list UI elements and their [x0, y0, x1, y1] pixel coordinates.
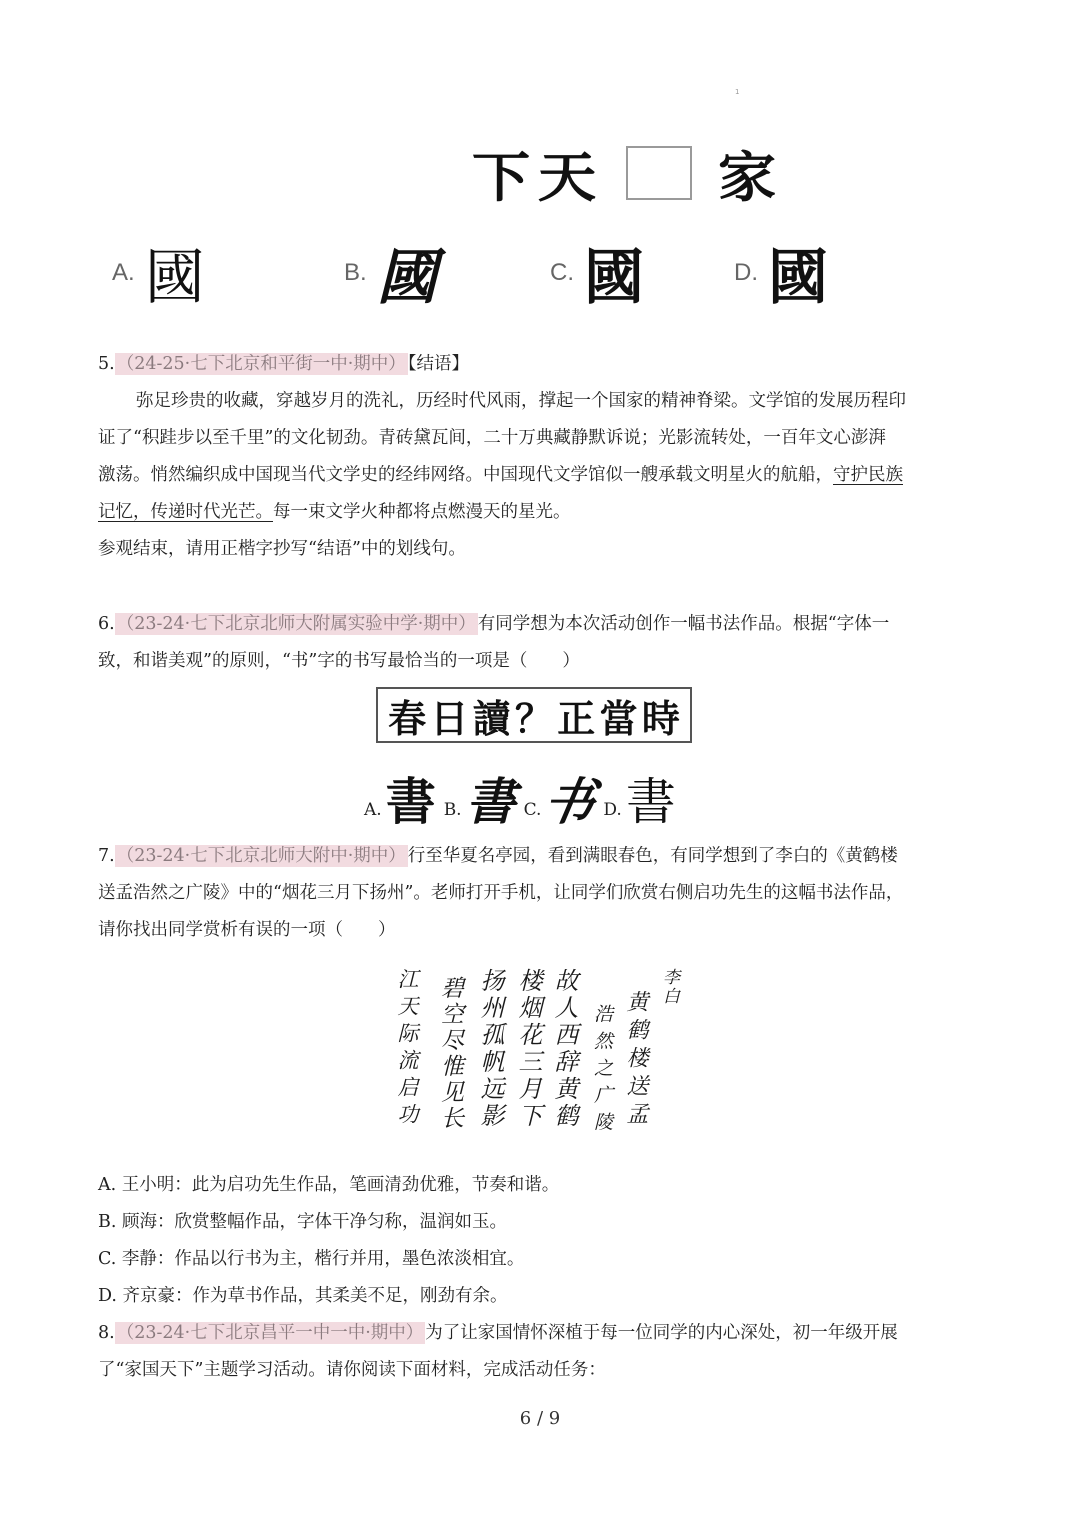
artwork-char: ？	[514, 695, 553, 741]
artwork-char: 讀	[472, 695, 511, 741]
question-number: 6.	[98, 614, 115, 634]
artwork-char: 正	[557, 695, 596, 741]
scroll-column-text: 江天际流启功	[395, 968, 419, 1130]
question-source: （23-24·七下北京昌平一中一中·期中）	[116, 1323, 424, 1343]
question-text: 请你找出同学赏析有误的一项（ ）	[98, 920, 396, 940]
q6-options	[362, 762, 682, 834]
q6-option-c[interactable]: 书	[539, 772, 600, 831]
scroll-column	[396, 968, 417, 1130]
scroll-column-text: 扬州孤帆远影	[476, 968, 504, 1130]
scroll-column-text: 浩然之广陵	[591, 1004, 613, 1139]
question-7	[98, 838, 988, 949]
q4-phrase-figure	[468, 138, 780, 208]
q4-options	[112, 230, 872, 313]
q6-option-b[interactable]: 書	[465, 772, 516, 831]
option-label: B.	[443, 800, 462, 820]
q4-phrase-char: 家	[717, 144, 777, 209]
artwork-char: 當	[599, 695, 638, 741]
question-6	[98, 606, 988, 680]
q7-option-d[interactable]: D. 齐京豪：作为草书作品，其柔美不足，刚劲有余。	[98, 1286, 508, 1306]
scroll-column-text: 故人西辞黄鹤	[550, 968, 578, 1130]
q4-option-b[interactable]	[344, 230, 437, 316]
option-char: 國	[768, 243, 828, 313]
option-char: 國	[376, 243, 437, 313]
question-text: 有同学想为本次活动创作一幅书法作品。根据“字体一	[477, 614, 890, 634]
q4-option-c[interactable]	[550, 230, 644, 316]
question-source: （23-24·七下北京北师大附属实验中学·期中）	[116, 614, 476, 634]
q7-options	[98, 1167, 988, 1315]
question-8	[98, 1315, 988, 1389]
question-source: （24-25·七下北京和平街一中·期中）	[116, 354, 406, 374]
option-label: D.	[603, 800, 622, 820]
question-tag: 【结语】	[407, 354, 470, 374]
question-text: 行至华夏名亭园，看到满眼春色，有同学想到了李白的《黄鹤楼	[407, 846, 898, 866]
paragraph-text: 每一束文学火种都将点燃漫天的星光。	[273, 502, 571, 522]
artwork-char: 日	[430, 695, 469, 741]
page-number: 6 / 9	[519, 1408, 561, 1429]
option-label: A.	[364, 800, 382, 820]
scroll-column	[592, 968, 611, 1139]
scroll-column	[624, 968, 646, 1130]
scroll-column	[516, 968, 540, 1130]
scroll-column-text: 楼烟花三月下	[514, 968, 542, 1130]
q4-option-a[interactable]	[112, 230, 205, 316]
question-number: 7.	[98, 846, 115, 866]
q7-calligraphy-scroll	[388, 968, 680, 1158]
q4-option-d[interactable]	[734, 230, 828, 316]
question-text: 致，和谐美观”的原则，“书”字的书写最恰当的一项是（ ）	[98, 651, 580, 671]
paragraph-line: 弥足珍贵的收藏，穿越岁月的洗礼，历经时代风雨，撑起一个国家的精神脊梁。文学馆的发展历程印	[136, 391, 906, 411]
underlined-text: 记忆，传递时代光芒。	[98, 502, 273, 522]
option-char: 國	[144, 243, 205, 313]
q7-option-b[interactable]: B. 顾海：欣赏整幅作品，字体干净匀称，温润如玉。	[98, 1212, 507, 1232]
question-source: （23-24·七下北京北师大附中·期中）	[116, 846, 406, 866]
scroll-column	[660, 968, 677, 1006]
page-mark: 1	[735, 88, 740, 96]
option-label: B.	[344, 259, 367, 286]
q7-option-a[interactable]: A. 王小明：此为启功先生作品，笔画清劲优雅，节奏和谐。	[98, 1175, 560, 1195]
option-label: C.	[523, 800, 542, 820]
q6-artwork	[376, 687, 692, 743]
option-char: 國	[584, 243, 644, 313]
scroll-column	[438, 968, 461, 1132]
q4-blank-box	[626, 146, 692, 200]
scroll-column-text: 黄鹤楼送孟	[623, 990, 648, 1130]
q7-option-c[interactable]: C. 李静：作品以行书为主，楷行并用，墨色浓淡相宜。	[98, 1249, 525, 1269]
q4-phrase-char: 天	[537, 144, 597, 209]
paragraph-line: 证了“积跬步以至千里”的文化韧劲。青砖黛瓦间，二十万典藏静默诉说；光影流转处，一百年文心澎湃	[98, 428, 886, 448]
q6-option-d[interactable]: 書	[625, 773, 676, 831]
question-text: 为了让家国情怀深植于每一位同学的内心深处，初一年级开展	[425, 1323, 898, 1343]
paragraph-line	[98, 494, 988, 531]
scroll-column-text: 李白	[659, 968, 679, 1006]
option-label: D.	[734, 259, 758, 286]
question-5	[98, 346, 988, 568]
question-number: 8.	[98, 1323, 115, 1343]
question-number: 5.	[98, 354, 115, 374]
artwork-char: 時	[641, 695, 680, 741]
q4-phrase-char: 下	[471, 144, 531, 209]
question-text: 送孟浩然之广陵》中的“烟花三月下扬州”。老师打开手机，让同学们欣赏右侧启功先生的这幅书法作品，	[98, 883, 904, 903]
scroll-column-text: 碧空尽惟见长	[437, 976, 463, 1132]
option-label: C.	[550, 259, 574, 286]
scroll-column	[552, 968, 576, 1130]
paragraph-text: 激荡。悄然编织成中国现当代文学史的经纬网络。中国现代文学馆似一艘承载文明星火的航船，	[98, 465, 833, 485]
option-label: A.	[112, 259, 135, 286]
q6-option-a[interactable]: 書	[385, 772, 436, 831]
scroll-column	[478, 968, 502, 1130]
paragraph-line	[98, 457, 988, 494]
underlined-text: 守护民族	[833, 465, 903, 485]
artwork-char: 春	[388, 695, 427, 741]
question-text: 了“家国天下”主题学习活动。请你阅读下面材料，完成活动任务：	[98, 1360, 606, 1380]
task-instruction: 参观结束，请用正楷字抄写“结语”中的划线句。	[98, 539, 466, 559]
